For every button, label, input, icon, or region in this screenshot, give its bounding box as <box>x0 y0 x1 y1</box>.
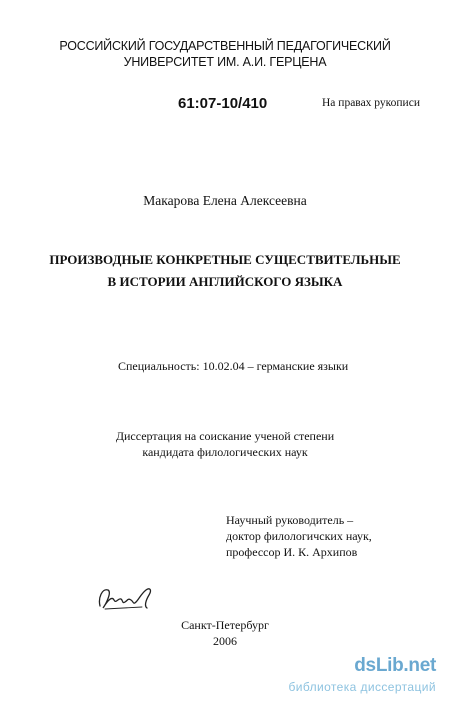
dissertation-title <box>20 249 430 293</box>
watermark-subtitle: библиотека диссертаций <box>288 680 436 694</box>
city-name: Санкт-Петербург <box>181 618 269 632</box>
author-name: Макарова Елена Алексеевна <box>143 193 307 208</box>
title-line-2: В ИСТОРИИ АНГЛИЙСКОГО ЯЗЫКА <box>107 274 343 289</box>
degree-statement <box>20 428 430 460</box>
title-line-1: ПРОИЗВОДНЫЕ КОНКРЕТНЫЕ СУЩЕСТВИТЕЛЬНЫЕ <box>49 252 401 267</box>
degree-line-2: кандидата филологических наук <box>142 445 308 459</box>
handwritten-signature <box>94 578 156 614</box>
publication-year: 2006 <box>213 634 237 648</box>
catalog-code: 61:07-10/410 <box>178 95 268 112</box>
university-line-2: УНИВЕРСИТЕТ ИМ. А.И. ГЕРЦЕНА <box>123 55 327 69</box>
supervisor-line-1: Научный руководитель – <box>226 513 354 527</box>
rights-note: На правах рукописи <box>322 97 420 109</box>
degree-line-1: Диссертация на соискание ученой степени <box>115 429 335 443</box>
watermark-logo: dsLib.net <box>354 655 436 676</box>
university-line-1: РОССИЙСКИЙ ГОСУДАРСТВЕННЫЙ ПЕДАГОГИЧЕСКИЙ <box>59 39 391 53</box>
supervisor-line-2: доктор филологичских наук, <box>226 529 372 543</box>
dslib-watermark <box>270 655 442 699</box>
specialty-line: Специальность: 10.02.04 – германские языки <box>118 359 349 373</box>
supervisor-block <box>226 512 372 560</box>
supervisor-line-3: профессор И. К. Архипов <box>226 545 358 559</box>
publication-place <box>20 617 430 649</box>
university-header <box>20 38 430 70</box>
